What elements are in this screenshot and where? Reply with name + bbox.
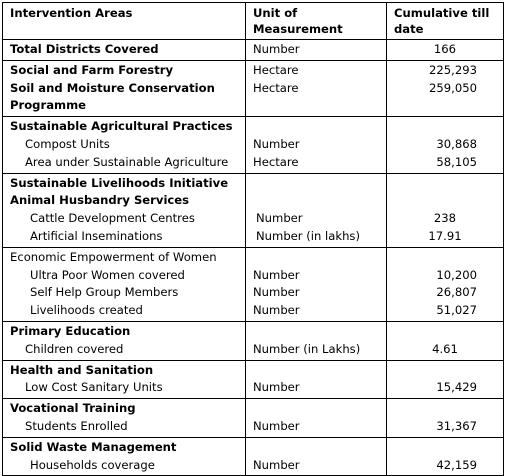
area-label: Children covered xyxy=(25,341,124,356)
area-label: Artificial Inseminations xyxy=(30,228,163,243)
value-cell xyxy=(387,60,504,116)
table-row xyxy=(3,60,504,116)
value-label: 26,807 xyxy=(436,285,477,300)
table-row xyxy=(3,399,504,438)
area-cell xyxy=(3,360,246,399)
value-label: 225,293 xyxy=(429,62,477,77)
area-label: Programme xyxy=(10,98,87,113)
area-label: Sustainable Livelihoods Initiative xyxy=(10,175,229,190)
header-unit-of-measurement: Unit of Measurement xyxy=(246,3,387,40)
area-label: Total Districts Covered xyxy=(10,42,159,56)
area-label: Vocational Training xyxy=(10,401,136,416)
area-label: Animal Husbandry Services xyxy=(10,193,190,208)
unit-label: Number xyxy=(253,285,300,300)
unit-label: Number xyxy=(253,267,300,282)
table-row xyxy=(3,40,504,61)
area-label: Social and Farm Forestry xyxy=(10,62,174,77)
area-cell xyxy=(3,117,246,173)
unit-label: Number xyxy=(253,457,300,472)
value-label: 238 xyxy=(433,211,457,226)
value-cell xyxy=(387,173,504,247)
unit-cell xyxy=(246,360,387,399)
unit-cell xyxy=(246,437,387,476)
area-label: Solid Waste Management xyxy=(10,439,177,454)
area-cell xyxy=(3,60,246,116)
table-row xyxy=(3,321,504,360)
value-cell xyxy=(387,40,504,61)
intervention-table xyxy=(2,2,504,476)
area-label: Livelihoods created xyxy=(30,303,143,318)
value-cell xyxy=(387,360,504,399)
value-cell xyxy=(387,399,504,438)
unit-label: Number xyxy=(253,303,300,318)
unit-cell xyxy=(246,399,387,438)
unit-cell xyxy=(246,173,387,247)
area-label: Health and Sanitation xyxy=(10,362,154,377)
value-label: 259,050 xyxy=(429,80,477,95)
value-label: 15,429 xyxy=(436,380,477,395)
area-cell xyxy=(3,247,246,321)
header-intervention-areas: Intervention Areas xyxy=(3,3,246,40)
table-row xyxy=(3,360,504,399)
unit-label: Number xyxy=(253,418,300,433)
area-cell xyxy=(3,437,246,476)
value-cell xyxy=(387,321,504,360)
unit-cell xyxy=(246,321,387,360)
area-cell xyxy=(3,40,246,61)
table-row xyxy=(3,117,504,173)
unit-cell xyxy=(246,40,387,61)
unit-label: Hectare xyxy=(253,154,299,169)
unit-label: Hectare xyxy=(253,62,299,77)
area-label: Ultra Poor Women covered xyxy=(30,267,185,282)
unit-cell xyxy=(246,247,387,321)
area-label: Students Enrolled xyxy=(25,418,128,433)
area-label: Area under Sustainable Agriculture xyxy=(25,154,229,169)
unit-label: Number xyxy=(253,380,300,395)
value-cell xyxy=(387,247,504,321)
table-row xyxy=(3,173,504,247)
area-cell xyxy=(3,173,246,247)
area-cell xyxy=(3,321,246,360)
unit-cell xyxy=(246,60,387,116)
area-label: Economic Empowerment of Women xyxy=(10,249,217,264)
value-cell xyxy=(387,117,504,173)
value-label: 166 xyxy=(433,42,457,56)
area-label: Primary Education xyxy=(10,323,131,338)
area-label: Compost Units xyxy=(25,136,110,151)
value-cell xyxy=(387,437,504,476)
value-label: 17.91 xyxy=(428,228,462,243)
unit-label: Number xyxy=(256,211,303,226)
area-label: Sustainable Agricultural Practices xyxy=(10,119,233,134)
value-label: 51,027 xyxy=(436,303,477,318)
value-label: 30,868 xyxy=(436,136,477,151)
area-label: Cattle Development Centres xyxy=(30,211,195,226)
value-label: 4.61 xyxy=(432,341,458,356)
area-label: Self Help Group Members xyxy=(30,285,179,300)
unit-label: Number (in Lakhs) xyxy=(253,341,361,356)
table-row xyxy=(3,247,504,321)
unit-label: Number xyxy=(253,42,300,56)
unit-label: Number xyxy=(253,136,300,151)
unit-cell xyxy=(246,117,387,173)
area-cell xyxy=(3,399,246,438)
value-label: 10,200 xyxy=(436,267,477,282)
unit-label: Hectare xyxy=(253,80,299,95)
value-label: 31,367 xyxy=(436,418,477,433)
value-label: 42,159 xyxy=(436,457,477,472)
area-label: Low Cost Sanitary Units xyxy=(25,380,163,395)
area-label: Soil and Moisture Conservation xyxy=(10,80,215,95)
header-cumulative-till-date: Cumulative till date xyxy=(387,3,504,40)
unit-label: Number (in lakhs) xyxy=(256,228,360,243)
area-label: Households coverage xyxy=(30,457,155,472)
table-row xyxy=(3,437,504,476)
value-label: 58,105 xyxy=(436,154,477,169)
table-header-row xyxy=(3,3,504,40)
